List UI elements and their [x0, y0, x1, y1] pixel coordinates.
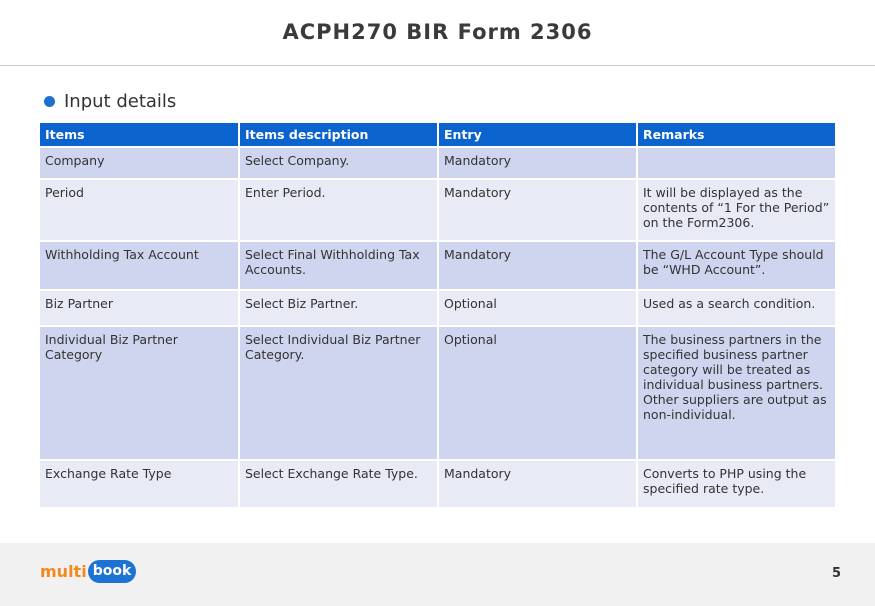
bullet-icon [44, 96, 55, 107]
item-cell: Individual Biz Partner Category [40, 326, 239, 460]
item-cell: Biz Partner [40, 290, 239, 326]
description-cell: Select Company. [239, 147, 438, 179]
entry-cell: Mandatory [438, 460, 637, 508]
description-cell: Select Exchange Rate Type. [239, 460, 438, 508]
footer-bar [0, 543, 875, 606]
page-title: ACPH270 BIR Form 2306 [282, 20, 593, 44]
table-row [40, 290, 835, 326]
entry-cell: Optional [438, 290, 637, 326]
entry-cell: Mandatory [438, 241, 637, 290]
title-divider [0, 65, 875, 66]
description-cell: Select Final Withholding Tax Accounts. [239, 241, 438, 290]
logo-text-multi: multi [40, 562, 87, 581]
logo-text-book: book [88, 560, 137, 583]
description-cell: Select Individual Biz Partner Category. [239, 326, 438, 460]
page-number: 5 [831, 566, 841, 581]
remarks-cell: Used as a search condition. [637, 290, 835, 326]
description-cell: Select Biz Partner. [239, 290, 438, 326]
item-cell: Company [40, 147, 239, 179]
entry-cell: Mandatory [438, 179, 637, 241]
remarks-cell: The G/L Account Type should be “WHD Account”. [637, 241, 835, 290]
multibook-logo [40, 560, 136, 583]
table-row [40, 326, 835, 460]
item-cell: Withholding Tax Account [40, 241, 239, 290]
entry-cell: Optional [438, 326, 637, 460]
column-header-items: Items [40, 123, 239, 147]
section-heading [44, 91, 176, 112]
description-cell: Enter Period. [239, 179, 438, 241]
column-header-remarks: Remarks [637, 123, 835, 147]
section-label: Input details [64, 91, 177, 112]
table-row [40, 460, 835, 508]
table-row [40, 147, 835, 179]
table-row [40, 179, 835, 241]
column-header-entry: Entry [438, 123, 637, 147]
item-cell: Exchange Rate Type [40, 460, 239, 508]
input-details-table [40, 123, 835, 509]
remarks-cell: It will be displayed as the contents of “1 For the Period” on the Form2306. [637, 179, 835, 241]
item-cell: Period [40, 179, 239, 241]
table-header-row [40, 123, 835, 147]
remarks-cell: The business partners in the specified business partner category will be treated as individual business partners. Other suppliers are output as non-individual. [637, 326, 835, 460]
table-row [40, 241, 835, 290]
entry-cell: Mandatory [438, 147, 637, 179]
remarks-cell: Converts to PHP using the specified rate type. [637, 460, 835, 508]
column-header-description: Items description [239, 123, 438, 147]
remarks-cell [637, 147, 835, 179]
